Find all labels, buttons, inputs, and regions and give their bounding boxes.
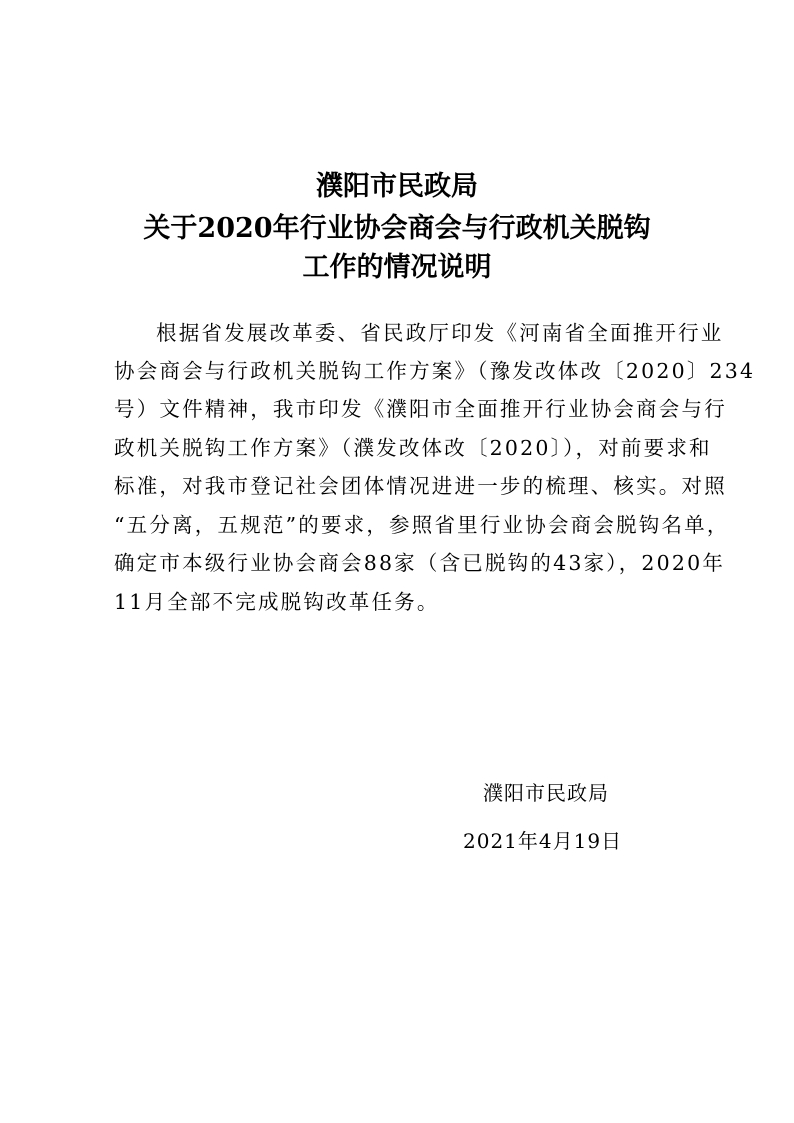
body-line: “五分离，五规范”的要求，参照省里行业协会商会脱钩名单， — [114, 513, 730, 537]
title-line-2: 关于2020年行业协会商会与行政机关脱钩 — [143, 213, 651, 244]
body-line: 标准，对我市登记社会团体情况进进一步的梳理、核实。对照 — [114, 474, 727, 498]
body-line: 11月全部不完成脱钩改革任务。 — [114, 590, 440, 614]
body-line: 号）文件精神，我市印发《濮阳市全面推开行业协会商会与行 — [114, 397, 727, 421]
title-line-1: 濮阳市民政局 — [316, 171, 478, 202]
body-line: 根据省发展改革委、省民政厅印发《河南省全面推开行业 — [156, 321, 724, 345]
signature-date: 2021年4月19日 — [463, 829, 623, 853]
body-line: 协会商会与行政机关脱钩工作方案》（豫发改体改〔2020〕234 — [114, 359, 756, 383]
title-line-3: 工作的情况说明 — [302, 252, 492, 283]
body-line: 确定市本级行业协会商会88家（含已脱钩的43家），2020年 — [114, 551, 726, 575]
signature-org: 濮阳市民政局 — [483, 781, 609, 805]
body-line: 政机关脱钩工作方案》（濮发改体改〔2020〕），对前要求和 — [114, 436, 712, 460]
